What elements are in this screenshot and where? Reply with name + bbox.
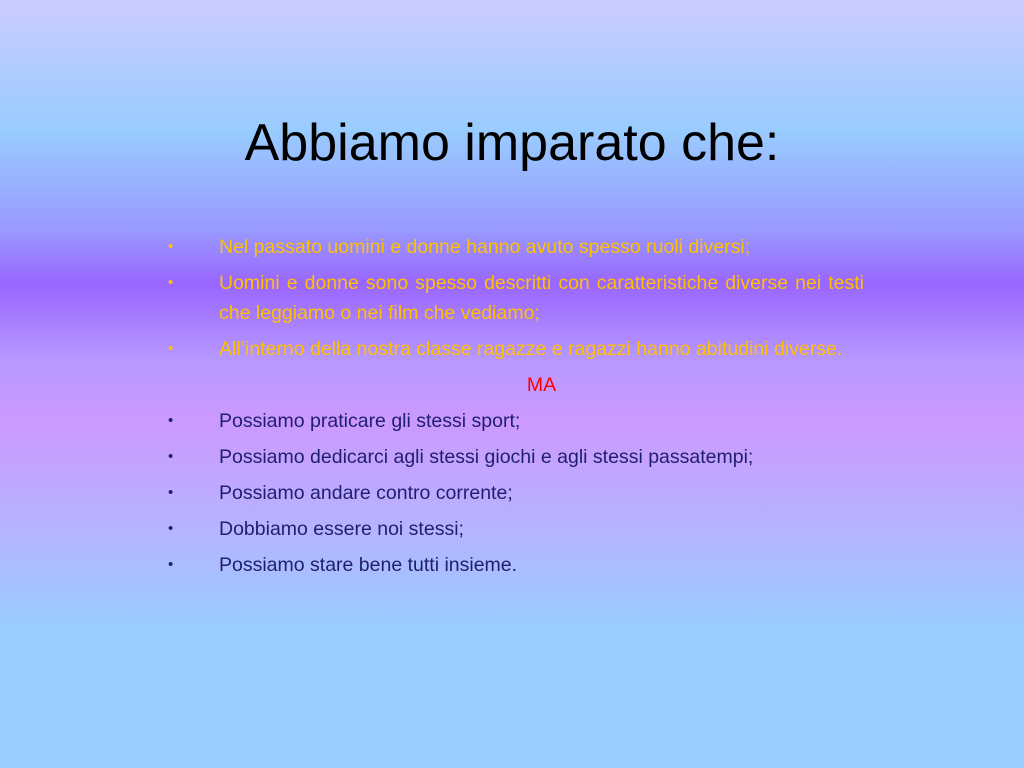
bullet-icon: • [168,556,174,573]
bullet-item [164,550,864,580]
bullet-item [164,406,864,436]
bullet-icon: • [168,520,174,537]
slide-title: Abbiamo imparato che: [244,114,780,172]
bullet-icon: • [168,484,174,501]
slide-body [164,232,864,586]
bullet-icon: • [168,340,174,357]
bullet-text: Possiamo dedicarci agli stessi giochi e agli stessi passatempi; [219,446,754,468]
bullet-item [164,268,864,328]
second-bullet-group [164,406,864,580]
first-bullet-group [164,232,864,364]
bullet-text: Nel passato uomini e donne hanno avuto spesso ruoli diversi; [219,236,751,258]
bullet-icon: • [168,412,174,429]
bullet-item [164,514,864,544]
bullet-icon: • [168,448,174,465]
bullet-icon: • [168,238,174,255]
bullet-text: All’interno della nostra classe ragazze e ragazzi hanno abitudini diverse. [219,338,843,360]
separator-ma: MA [526,374,557,396]
bullet-item [164,334,864,364]
bullet-text: Dobbiamo essere noi stessi; [219,518,464,540]
bullet-icon: • [168,274,174,291]
bullet-text: Possiamo andare contro corrente; [219,482,513,504]
bullet-text: Uomini e donne sono spesso descritti con caratteristiche diverse nei testi che leggiamo o nei film che vediamo; [219,272,864,324]
bullet-text: Possiamo praticare gli stessi sport; [219,410,521,432]
bullet-item [164,442,864,472]
bullet-item [164,478,864,508]
bullet-item [164,232,864,262]
bullet-text: Possiamo stare bene tutti insieme. [219,554,518,576]
